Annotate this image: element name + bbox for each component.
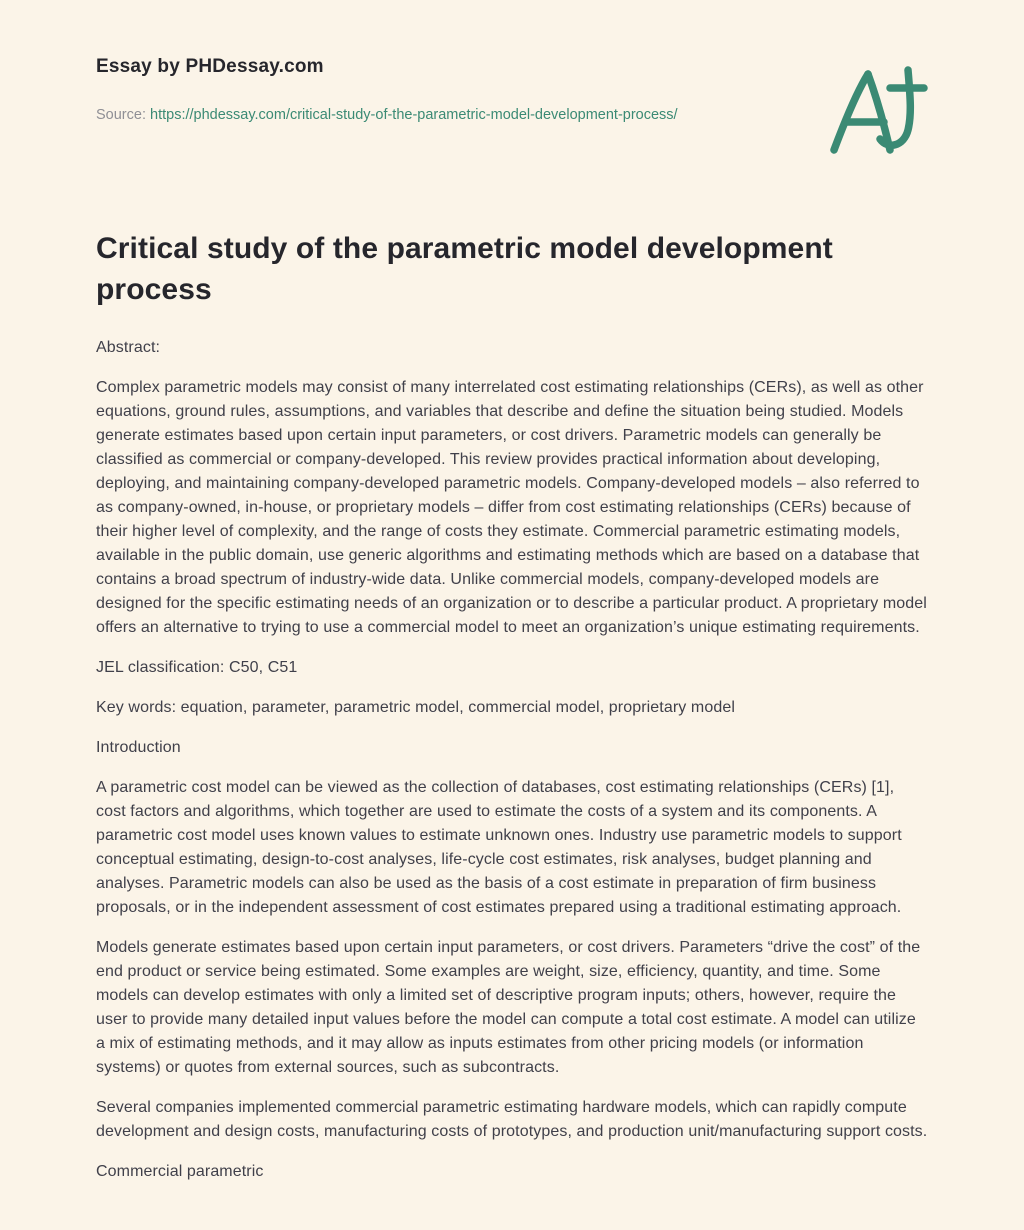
paragraph: Complex parametric models may consist of many interrelated cost estimating relationships (CERs), as well as other equations, ground rules, assumptions, and variables that describe and define the situation being studied. Models generate estimates based upon certain input parameters, or cost drivers. Parametric models can generally be classified as commercial or company-developed. This review provides practical information about developing, deploying, and maintaining company-developed parametric models. Company-developed models – also referred to as company-owned, in-house, or proprietary models – differ from cost estimating relationships (CERs) because of their higher level of complexity, and the range of costs they estimate. Commercial parametric estimating models, available in the public domain, use generic algorithms and estimating methods which are based on a database that contains a broad spectrum of industry-wide data. Unlike commercial models, company-developed models are designed for the specific estimating needs of an organization or to describe a particular product. A proprietary model offers an alternative to trying to use a commercial model to meet an organization’s unique estimating requirements.: [96, 379, 927, 636]
paragraph: Key words: equation, parameter, parametric model, commercial model, proprietary model: [96, 699, 735, 716]
source-link[interactable]: https://phdessay.com/critical-study-of-the-parametric-model-development-process/: [150, 107, 678, 123]
source-label: Source:: [96, 107, 146, 123]
paragraph: JEL classification: C50, C51: [96, 659, 298, 676]
essay-title: Critical study of the parametric model development process: [96, 232, 833, 306]
paragraph: Models generate estimates based upon certain input parameters, or cost drivers. Parameters “drive the cost” of the end product or service being estimated. Some examples are weight, size, efficiency, quantity, and time. Some models can develop estimates with only a limited set of descriptive program inputs; others, however, require the user to provide many detailed input values before the model can compute a total cost estimate. A model can utilize a mix of estimating methods, and it may allow as inputs estimates from other pricing models (or information systems) or quotes from external sources, such as subcontracts.: [96, 939, 921, 1076]
essay-body: [96, 336, 928, 1184]
page-header: [96, 56, 928, 163]
source-line: [96, 104, 724, 128]
header-text-block: [96, 56, 828, 128]
byline: Essay by PHDessay.com: [96, 56, 324, 77]
paragraph: Abstract:: [96, 339, 161, 356]
phdessay-a-plus-logo-icon: [828, 66, 928, 163]
paragraph: A parametric cost model can be viewed as the collection of databases, cost estimating relationships (CERs) [1], cost factors and algorithms, which together are used to estimate the costs of a system and its components. A parametric cost model uses known values to estimate unknown ones. Industry use parametric models to support conceptual estimating, design-to-cost analyses, life-cycle cost estimates, risk analyses, budget planning and analyses. Parametric models can also be used as the basis of a cost estimate in preparation of firm business proposals, or in the independent assessment of cost estimates prepared using a traditional estimating approach.: [96, 779, 902, 916]
paragraph: Commercial parametric: [96, 1163, 264, 1180]
paragraph: Introduction: [96, 739, 181, 756]
paragraph: Several companies implemented commercial parametric estimating hardware models, which can rapidly compute development and design costs, manufacturing costs of prototypes, and production unit/manufacturing support costs.: [96, 1099, 928, 1140]
